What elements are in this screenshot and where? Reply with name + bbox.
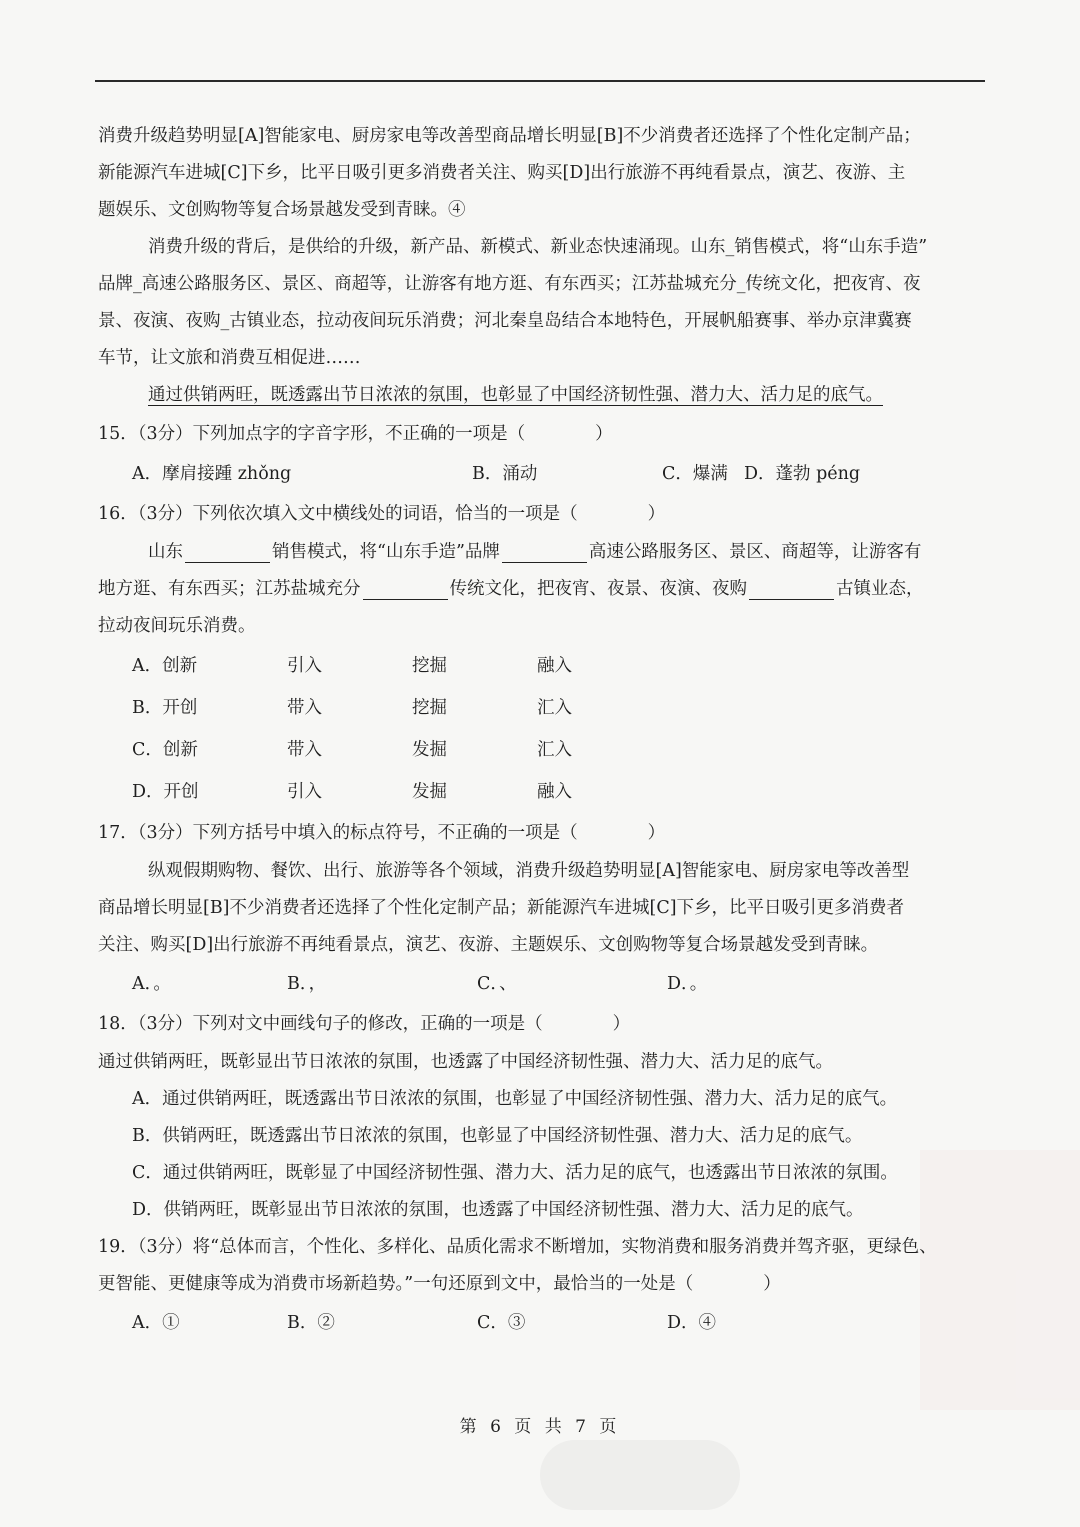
option-b[interactable]: B．② <box>287 1313 335 1333</box>
fill-blank[interactable] <box>185 542 270 563</box>
option-row-a[interactable] <box>98 645 988 687</box>
page-content <box>98 118 988 1343</box>
underlined-sentence <box>98 377 988 414</box>
passage-line: 车节，让文旅和消费互相促进…… <box>98 348 361 368</box>
option-c[interactable]: C．爆满 <box>662 464 728 484</box>
passage-line: 题娱乐、文创购物等复合场景越发受到青睐。④ <box>98 200 466 220</box>
option-row-c[interactable] <box>98 729 988 771</box>
header-rule <box>95 80 985 82</box>
question-19-stem: 更智能、更健康等成为消费市场新趋势。”一句还原到文中，最恰当的一处是（ ） <box>98 1274 781 1294</box>
option-label: D．开创 <box>132 782 199 802</box>
text-span: 传统文化，把夜宵、夜景、夜演、夜购 <box>449 579 747 599</box>
question-18-sentence: 通过供销两旺，既彰显出节日浓浓的氛围，也透露了中国经济韧性强、潜力大、活力足的底气。 <box>98 1052 833 1072</box>
option-word: 带入 <box>287 740 322 760</box>
option-word: 汇入 <box>537 740 572 760</box>
option-word: 引入 <box>287 656 322 676</box>
question-19-options <box>98 1303 988 1343</box>
text-span: 山东 <box>148 542 183 562</box>
underlined-text: 通过供销两旺，既透露出节日浓浓的氛围，也彰显了中国经济韧性强、潜力大、活力足的底气。 <box>148 385 883 405</box>
text-span: 高速公路服务区、景区、商超等，让游客有 <box>588 542 922 562</box>
option-d[interactable]: D．。 <box>667 974 708 994</box>
option-c[interactable]: C．、 <box>477 974 517 994</box>
question-17-text: 关注、购买[D]出行旅游不再纯看景点，演艺、夜游、主题娱乐、文创购物等复合场景越发受到青睐。 <box>98 935 879 955</box>
fill-blank[interactable] <box>502 542 587 563</box>
question-17-text: 纵观假期购物、餐饮、出行、旅游等各个领域，消费升级趋势明显[A]智能家电、厨房家电等改善型 <box>148 861 910 881</box>
question-16-text <box>98 534 988 571</box>
option-a[interactable]: A．通过供销两旺，既透露出节日浓浓的氛围，也彰显了中国经济韧性强、潜力大、活力足的底气。 <box>132 1089 898 1109</box>
option-word: 带入 <box>287 698 322 718</box>
fill-blank[interactable] <box>363 579 448 600</box>
option-a[interactable]: A．① <box>132 1313 180 1333</box>
question-16-text <box>98 571 988 608</box>
option-word: 挖掘 <box>412 698 447 718</box>
option-label: B．开创 <box>132 698 198 718</box>
page-number: 第 6 页 共 7 页 <box>459 1417 621 1437</box>
question-17-options <box>98 964 988 1004</box>
text-span: 销售模式，将“山东手造”品牌 <box>272 542 500 562</box>
option-a[interactable]: A．摩肩接踵 zhǒng <box>132 464 292 484</box>
option-d[interactable]: D．蓬勃 péng <box>744 464 861 484</box>
option-word: 汇入 <box>537 698 572 718</box>
option-a[interactable]: A．。 <box>132 974 171 994</box>
question-17-stem: 17．（3分）下列方括号中填入的标点符号，不正确的一项是（ ） <box>98 823 666 843</box>
option-word: 发掘 <box>412 740 447 760</box>
question-16-text: 拉动夜间玩乐消费。 <box>98 616 256 636</box>
option-d[interactable]: D．供销两旺，既彰显出节日浓浓的氛围，也透露了中国经济韧性强、潜力大、活力足的底气。 <box>132 1200 864 1220</box>
option-b[interactable]: B．涌动 <box>472 464 538 484</box>
text-span: 地方逛、有东西买；江苏盐城充分 <box>98 579 361 599</box>
question-15-options <box>98 454 988 494</box>
fill-blank[interactable] <box>749 579 834 600</box>
background-smudge <box>540 1440 740 1510</box>
option-word: 挖掘 <box>412 656 447 676</box>
passage-line: 消费升级的背后，是供给的升级，新产品、新模式、新业态快速涌现。山东_销售模式，将“山东手造” <box>148 237 928 257</box>
option-c[interactable]: C．通过供销两旺，既彰显了中国经济韧性强、潜力大、活力足的底气，也透露出节日浓浓的氛围。 <box>132 1163 898 1183</box>
text-span: 古镇业态， <box>836 579 924 599</box>
option-d[interactable]: D．④ <box>667 1313 717 1333</box>
passage-line: 新能源汽车进城[C]下乡，比平日吸引更多消费者关注、购买[D]出行旅游不再纯看景点，演艺、夜游、主 <box>98 163 906 183</box>
question-17-text: 商品增长明显[B]不少消费者还选择了个性化定制产品；新能源汽车进城[C]下乡，比平日吸引更多消费者 <box>98 898 905 918</box>
question-18-stem: 18．（3分）下列对文中画线句子的修改，正确的一项是（ ） <box>98 1014 631 1034</box>
passage-line: 品牌_高速公路服务区、景区、商超等，让游客有地方逛、有东西买；江苏盐城充分_传统文化，把夜宵、夜 <box>98 274 921 294</box>
option-label: C．创新 <box>132 740 198 760</box>
option-label: A．创新 <box>132 656 198 676</box>
question-16-stem: 16．（3分）下列依次填入文中横线处的词语，恰当的一项是（ ） <box>98 504 666 524</box>
passage-line: 消费升级趋势明显[A]智能家电、厨房家电等改善型商品增长明显[B]不少消费者还选择了个性化定制产品； <box>98 126 921 146</box>
option-b[interactable]: B．， <box>287 974 327 994</box>
option-word: 发掘 <box>412 782 447 802</box>
option-row-d[interactable] <box>98 771 988 813</box>
option-b[interactable]: B．供销两旺，既透露出节日浓浓的氛围，也彰显了中国经济韧性强、潜力大、活力足的底气。 <box>132 1126 863 1146</box>
passage-line: 景、夜演、夜购_古镇业态，拉动夜间玩乐消费；河北秦皇岛结合本地特色，开展帆船赛事、举办京津冀赛 <box>98 311 912 331</box>
question-15-stem: 15．（3分）下列加点字的字音字形，不正确的一项是（ ） <box>98 424 613 444</box>
option-c[interactable]: C．③ <box>477 1313 526 1333</box>
option-word: 引入 <box>287 782 322 802</box>
option-word: 融入 <box>537 782 572 802</box>
option-row-b[interactable] <box>98 687 988 729</box>
option-word: 融入 <box>537 656 572 676</box>
question-19-stem: 19．（3分）将“总体而言，个性化、多样化、品质化需求不断增加，实物消费和服务消费并驾齐驱，更绿色、 <box>98 1237 937 1257</box>
